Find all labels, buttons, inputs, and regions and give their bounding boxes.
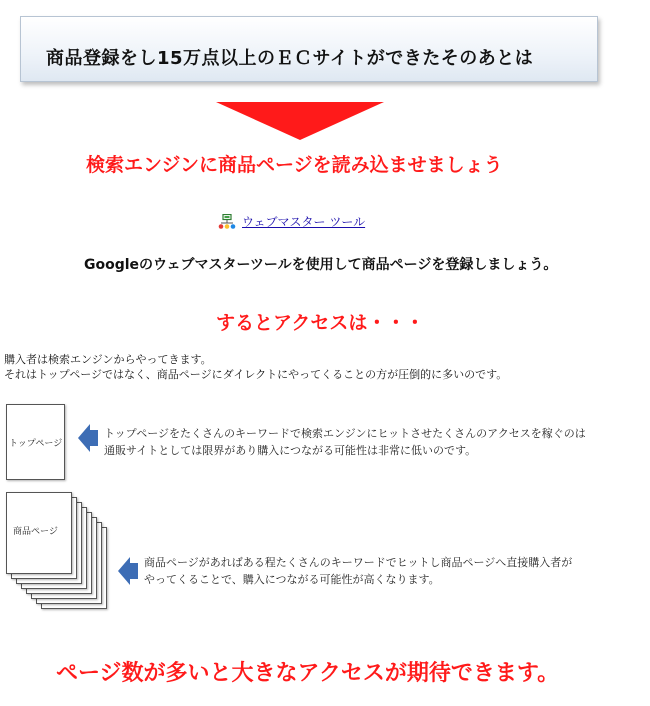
intro-text [4, 352, 507, 382]
product-page-desc-line-1: 商品ページがあればある程たくさんのキーワードでヒットし商品ページへ直接購入者が [144, 556, 573, 569]
webmaster-tools-row[interactable] [218, 213, 365, 230]
header-title: 商品登録をし15万点以上のＥＣサイトができたそのあとは [46, 48, 534, 69]
top-page-label: トップページ [9, 439, 63, 449]
product-page-desc-line-2: やってくることで、購入につながる可能性が高くなります。 [144, 573, 440, 586]
intro-line-1: 購入者は検索エンジンからやってきます。 [4, 353, 212, 366]
bottom-heading: ページ数が多いと大きなアクセスが期待できます。 [56, 661, 560, 686]
product-page-label: 商品ページ [13, 527, 58, 537]
top-page-description [104, 425, 586, 459]
top-page-document [6, 404, 65, 480]
top-page-desc-line-1: トップページをたくさんのキーワードで検索エンジンにヒットさせたくさんのアクセスを稼ぐのは [104, 427, 586, 440]
intro-line-2: それはトップページではなく、商品ページにダイレクトにやってくることの方が圧倒的に多いのです。 [4, 368, 508, 381]
product-page-description [144, 554, 572, 588]
top-page-desc-line-2: 通販サイトとしては限界があり購入につながる可能性は非常に低いのです。 [104, 444, 477, 457]
left-arrow-icon [118, 557, 138, 585]
left-arrow-icon [78, 424, 98, 452]
index-heading: 検索エンジンに商品ページを読み込ませましょう [86, 154, 503, 176]
down-arrow-icon [216, 102, 384, 140]
product-page-document [6, 492, 72, 574]
google-instruction: Googleのウェブマスターツールを使用して商品ページを登録しましょう。 [84, 257, 558, 273]
network-icon [218, 214, 236, 230]
access-heading: するとアクセスは・・・ [216, 312, 425, 334]
webmaster-tools-link[interactable]: ウェブマスター ツール [242, 215, 366, 229]
